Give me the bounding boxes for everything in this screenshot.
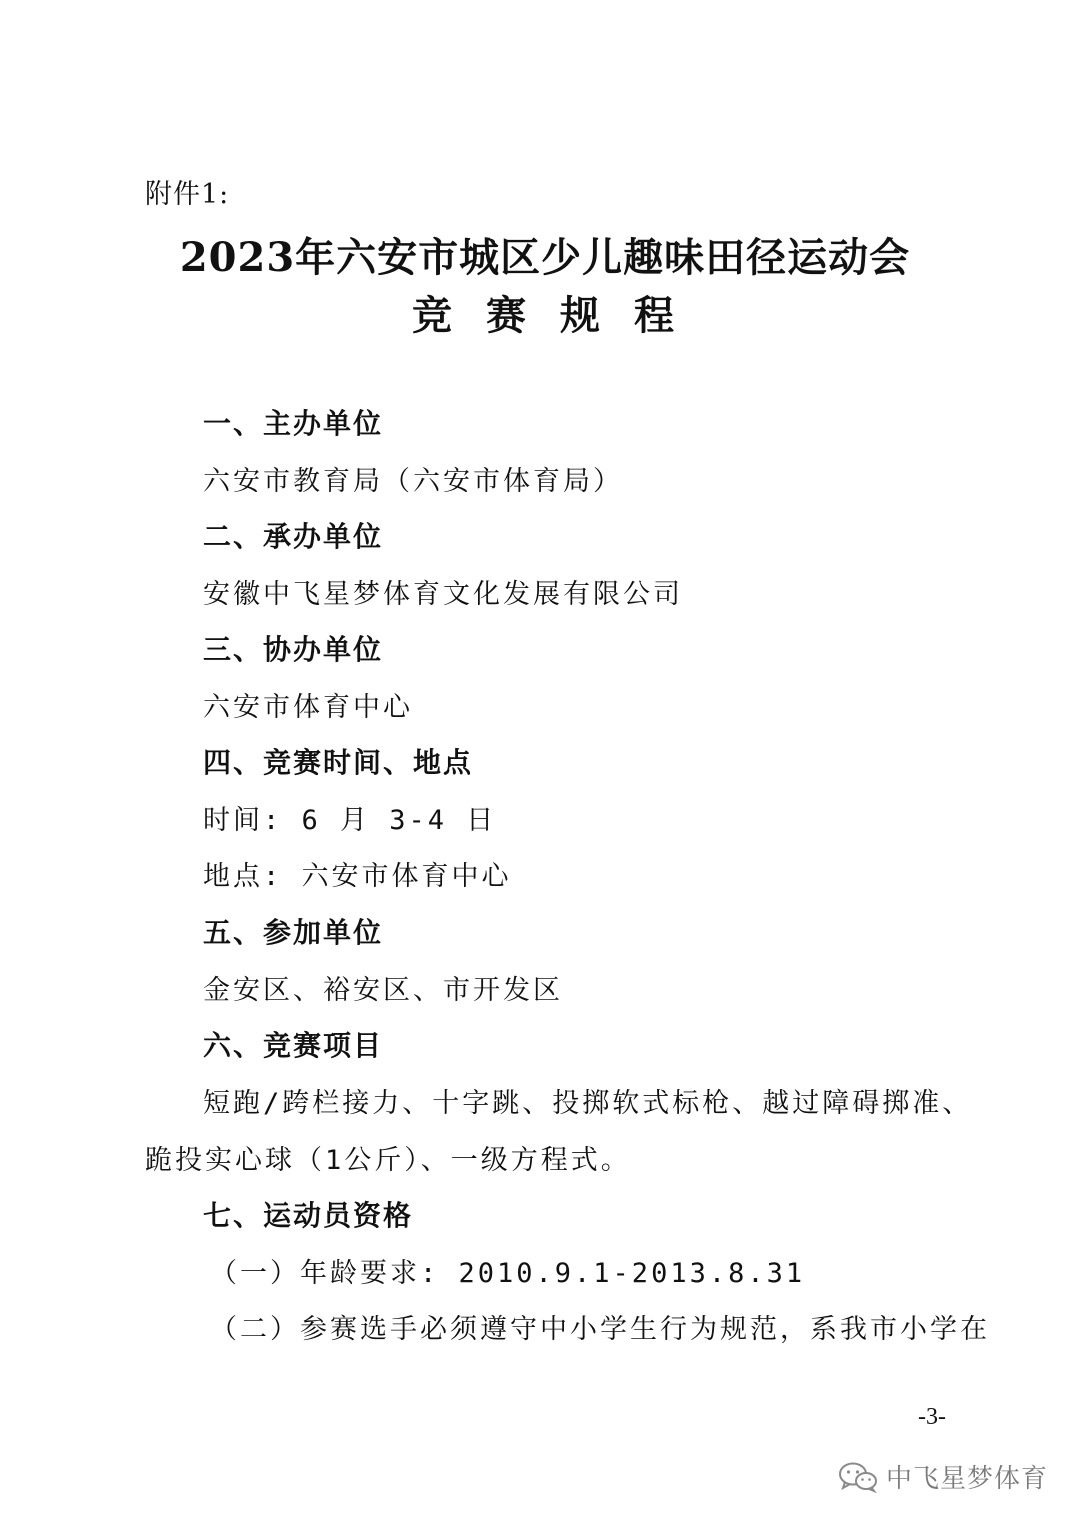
section-heading-undertaker: 二、承办单位 [203, 520, 384, 553]
section-text-place: 地点: 六安市体育中心 [203, 861, 512, 892]
section-heading-eligibility: 七、运动员资格 [203, 1199, 414, 1232]
section-text-age: （一）年龄要求: 2010.9.1-2013.8.31 [210, 1258, 806, 1289]
page-number: -3- [918, 1404, 946, 1430]
section-text-organizer: 六安市教育局（六安市体育局） [203, 466, 623, 497]
section-text-time: 时间: 6 月 3-4 日 [203, 805, 497, 836]
section-text-co-organizer: 六安市体育中心 [203, 692, 413, 723]
section-text-events-line1: 短跑/跨栏接力、十字跳、投掷软式标枪、越过障碍掷准、 [203, 1088, 973, 1119]
section-heading-organizer: 一、主办单位 [203, 407, 384, 440]
section-heading-participants: 五、参加单位 [203, 916, 384, 949]
document-subtitle: 竞赛规程 [412, 292, 708, 339]
document-title: 2023年六安市城区少儿趣味田径运动会 [179, 234, 911, 281]
section-text-conduct: （二）参赛选手必须遵守中小学生行为规范，系我市小学在 [210, 1314, 990, 1345]
section-heading-co-organizer: 三、协办单位 [203, 633, 384, 666]
wechat-icon [838, 1461, 878, 1493]
watermark-text: 中飞星梦体育 [886, 1464, 1049, 1494]
section-text-participants: 金安区、裕安区、市开发区 [203, 975, 563, 1006]
section-text-undertaker: 安徽中飞星梦体育文化发展有限公司 [203, 579, 683, 610]
section-heading-time-place: 四、竞赛时间、地点 [203, 746, 474, 779]
section-heading-events: 六、竞赛项目 [203, 1029, 384, 1062]
watermark [838, 1458, 1048, 1495]
attachment-label: 附件1: [145, 179, 230, 210]
section-text-events-line2: 跪投实心球（1公斤）、一级方程式。 [145, 1145, 631, 1176]
